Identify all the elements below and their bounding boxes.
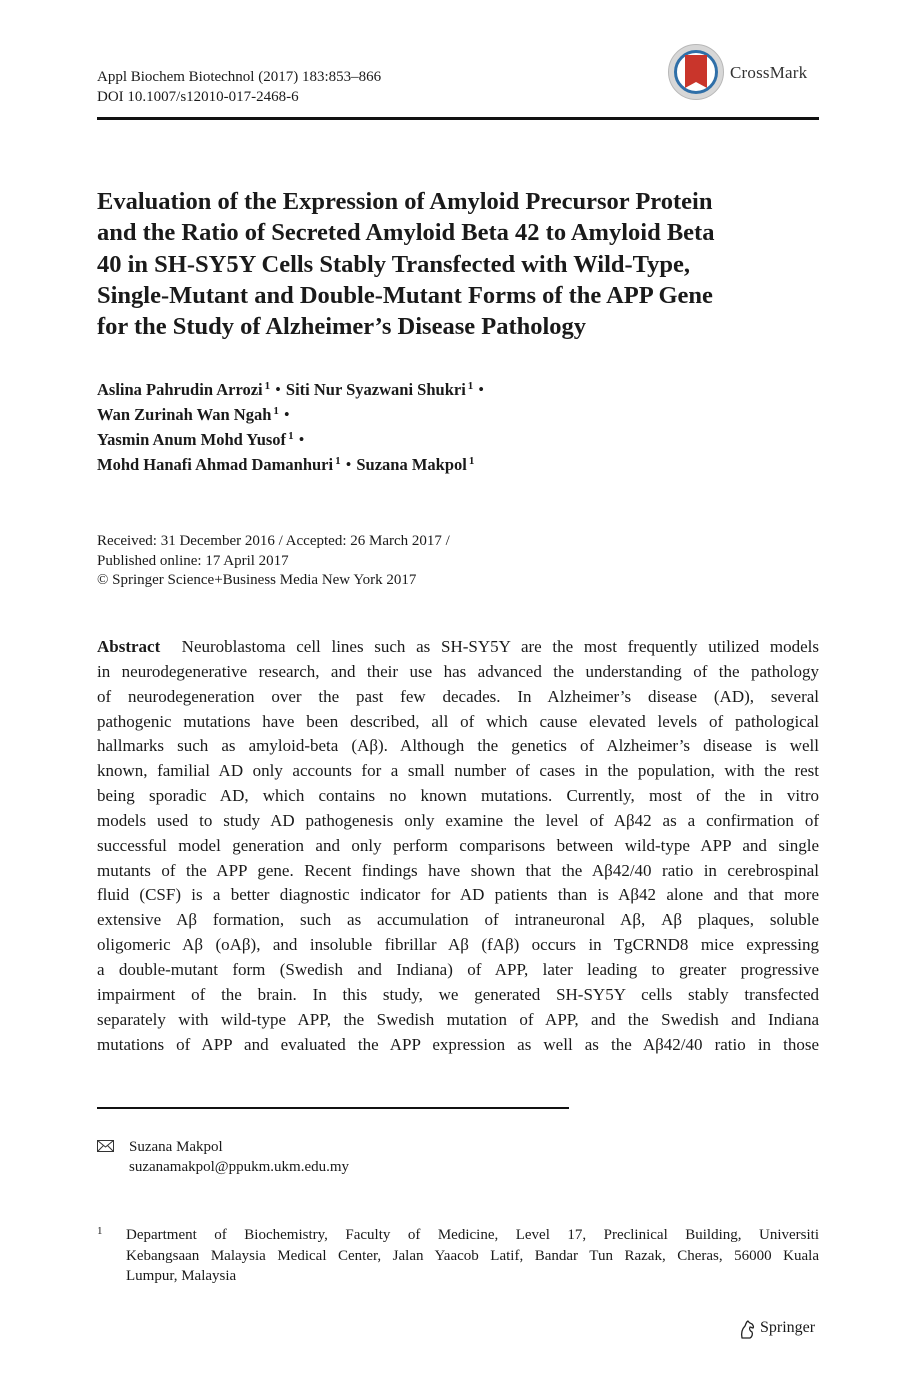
author-separator: • xyxy=(275,380,281,399)
abstract-label: Abstract xyxy=(97,637,161,656)
abstract-line: known, familial AD only accounts for a small number of cases in the population, with the rest xyxy=(97,761,819,781)
author-name[interactable]: Suzana Makpol xyxy=(356,455,467,474)
crossmark-label: CrossMark xyxy=(730,63,808,82)
author-name[interactable]: Aslina Pahrudin Arrozi xyxy=(97,380,263,399)
journal-citation: Appl Biochem Biotechnol (2017) 183:853–866 xyxy=(97,69,382,85)
published-online: Published online: 17 April 2017 xyxy=(97,552,289,569)
springer-horse-icon xyxy=(738,1320,756,1339)
author-separator: • xyxy=(283,405,290,424)
corresponding-author: Suzana Makpol xyxy=(129,1139,223,1155)
affiliation-line: Kebangsaan Malaysia Medical Center, Jalan Yaacob Latif, Bandar Tun Razak, Cheras, 56000 Kuala xyxy=(126,1247,819,1264)
article-title xyxy=(97,186,819,342)
doi[interactable]: DOI 10.1007/s12010-017-2468-6 xyxy=(97,89,299,105)
affiliation-number: 1 xyxy=(97,1225,103,1237)
abstract-line: a double-mutant form (Swedish and Indiana) of APP, later leading to greater progressive xyxy=(97,959,819,979)
publication-dates xyxy=(97,532,450,591)
abstract-line: impairment of the brain. In this study, we generated SH-SY5Y cells stably transfected xyxy=(97,984,819,1004)
abstract-line xyxy=(97,635,819,660)
abstract xyxy=(97,635,819,1057)
affiliation-mark: 1 xyxy=(467,380,474,392)
abstract-line: mutations of APP and evaluated the APP expression as well as the Aβ42/40 ratio in those xyxy=(97,1034,819,1054)
abstract-line: fluid (CSF) is a better diagnostic indicator for AD patients than is Aβ42 alone and that more xyxy=(97,885,819,905)
crossmark-icon xyxy=(668,44,724,100)
author-name[interactable]: Wan Zurinah Wan Ngah xyxy=(97,405,272,424)
abstract-line: models used to study AD pathogenesis only examine the level of Aβ42 as a confirmation of xyxy=(97,810,819,830)
title-line: and the Ratio of Secreted Amyloid Beta 42 to Amyloid Beta xyxy=(97,219,715,247)
footnote-rule xyxy=(97,1107,569,1109)
author-separator: • xyxy=(478,380,485,399)
abstract-line: oligomeric Aβ (oAβ), and insoluble fibrillar Aβ (fAβ) occurs in TgCRND8 mice expressing xyxy=(97,935,819,955)
abstract-line: being sporadic AD, which contains no known mutations. Currently, most of the in vitro xyxy=(97,786,819,806)
publisher-name: Springer xyxy=(760,1319,816,1336)
abstract-line: of neurodegeneration over the past few decades. In Alzheimer’s disease (AD), several xyxy=(97,686,819,706)
affiliation-mark: 1 xyxy=(335,455,341,467)
crossmark-logo[interactable] xyxy=(668,44,828,104)
abstract-line: in neurodegenerative research, and their use has advanced the understanding of the pathology xyxy=(97,661,819,681)
title-line: Evaluation of the Expression of Amyloid Precursor Protein xyxy=(97,188,713,215)
author-list xyxy=(97,377,489,477)
abstract-line: mutants of the APP gene. Recent findings have shown that the Aβ42/40 ratio in cerebrospinal xyxy=(97,860,819,880)
author-name[interactable]: Siti Nur Syazwani Shukri xyxy=(285,380,466,399)
copyright: © Springer Science+Business Media New York 2017 xyxy=(97,572,417,588)
author-name[interactable]: Mohd Hanafi Ahmad Damanhuri xyxy=(97,455,334,474)
title-line: 40 in SH-SY5Y Cells Stably Transfected with Wild-Type, xyxy=(97,250,691,278)
affiliation-mark: 1 xyxy=(288,430,294,442)
received-accepted: Received: 31 December 2016 / Accepted: 26 March 2017 / xyxy=(97,533,450,549)
title-line: Single-Mutant and Double-Mutant Forms of the APP Gene xyxy=(97,281,713,309)
author-separator: • xyxy=(345,455,352,474)
author-separator: • xyxy=(298,430,305,449)
affiliation-mark: 1 xyxy=(468,455,475,467)
corresponding-email[interactable]: suzanamakpol@ppukm.ukm.edu.my xyxy=(129,1159,350,1175)
header-rule xyxy=(97,117,819,120)
envelope-icon xyxy=(97,1140,114,1152)
affiliation-line: Lumpur, Malaysia xyxy=(126,1268,237,1284)
author-name[interactable]: Yasmin Anum Mohd Yusof xyxy=(97,430,287,449)
abstract-text: Neuroblastoma cell lines such as SH-SY5Y are the most frequently utilized models xyxy=(181,637,819,656)
abstract-line: pathogenic mutations have been described, all of which cause elevated levels of pathological xyxy=(97,711,819,731)
affiliation-mark: 1 xyxy=(273,405,279,417)
abstract-line: extensive Aβ formation, such as accumulation of intraneuronal Aβ, Aβ plaques, soluble xyxy=(97,910,819,930)
abstract-line: separately with wild-type APP, the Swedish mutation of APP, and the Swedish and Indiana xyxy=(97,1009,819,1029)
affiliation-mark: 1 xyxy=(264,380,271,392)
abstract-line: hallmarks such as amyloid-beta (Aβ). Although the genetics of Alzheimer’s disease is well xyxy=(97,736,819,756)
abstract-line: successful model generation and only perform comparisons between wild-type APP and single xyxy=(97,835,819,855)
journal-header xyxy=(97,67,381,107)
title-line: for the Study of Alzheimer’s Disease Pathology xyxy=(97,313,587,341)
affiliation-line: Department of Biochemistry, Faculty of Medicine, Level 17, Preclinical Building, Universiti xyxy=(126,1227,819,1243)
